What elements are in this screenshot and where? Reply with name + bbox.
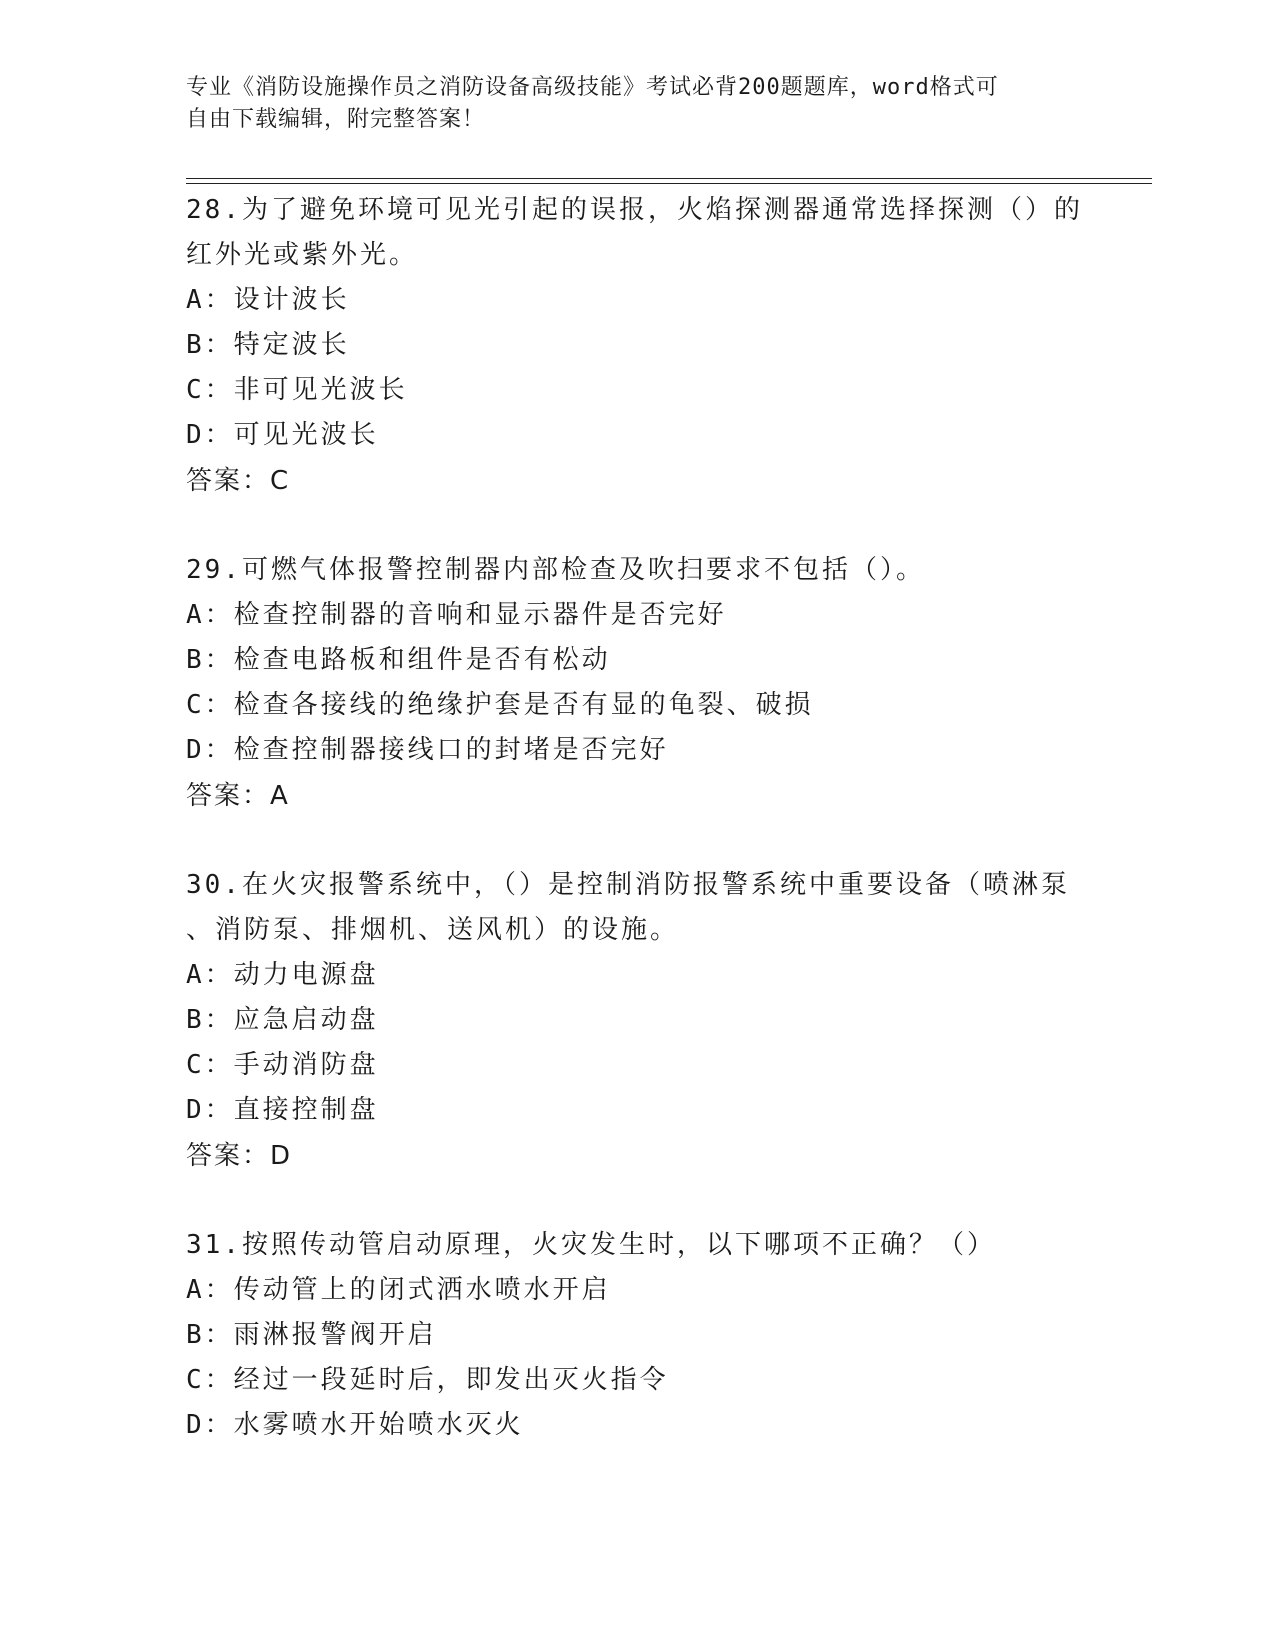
document-header [186,72,1086,136]
header-line-2: 自由下载编辑，附完整答案！ [186,107,486,132]
question-list [186,188,1086,1492]
option-c: C：经过一段延时后，即发出灭火指令 [186,1365,669,1395]
option-b: B：检查电路板和组件是否有松动 [186,645,611,675]
header-divider-top [186,178,1152,179]
question-stem [186,188,1086,278]
option-a: A：检查控制器的音响和显示器件是否完好 [186,600,727,630]
option-b: B：雨淋报警阀开启 [186,1320,437,1350]
question-stem [186,863,1086,953]
option-c: C：非可见光波长 [186,375,408,405]
option-b: B：应急启动盘 [186,1005,379,1035]
stem-line: 29.可燃气体报警控制器内部检查及吹扫要求不包括（）。 [186,555,925,585]
header-divider-bottom [186,183,1152,184]
stem-line: 、消防泵、排烟机、送风机）的设施。 [186,915,680,945]
question-31 [186,1223,1086,1448]
question-stem [186,548,1086,593]
option-d: D：检查控制器接线口的封堵是否完好 [186,735,669,765]
question-30 [186,863,1086,1179]
stem-line: 30.在火灾报警系统中，（）是控制消防报警系统中重要设备（喷淋泵 [186,870,1070,900]
option-a: A：传动管上的闭式洒水喷水开启 [186,1275,611,1305]
option-a: A：动力电源盘 [186,960,379,990]
option-b: B：特定波长 [186,330,350,360]
stem-line: 28.为了避免环境可见光引起的误报，火焰探测器通常选择探测（）的 [186,195,1083,225]
option-d: D：水雾喷水开始喷水灭火 [186,1410,524,1440]
option-d: D：直接控制盘 [186,1095,379,1125]
option-a: A：设计波长 [186,285,350,315]
answer-label: 答案：C [186,466,291,496]
option-d: D：可见光波长 [186,420,379,450]
question-29 [186,548,1086,819]
answer-label: 答案：D [186,1141,293,1171]
option-c: C：手动消防盘 [186,1050,379,1080]
stem-line: 31.按照传动管启动原理，火灾发生时，以下哪项不正确？（） [186,1230,996,1260]
option-c: C：检查各接线的绝缘护套是否有显的龟裂、破损 [186,690,814,720]
question-stem [186,1223,1086,1268]
header-line-1: 专业《消防设施操作员之消防设备高级技能》考试必背200题题库，word格式可 [186,75,999,100]
answer-label: 答案：A [186,781,290,811]
question-28 [186,188,1086,504]
stem-line: 红外光或紫外光。 [186,240,419,270]
